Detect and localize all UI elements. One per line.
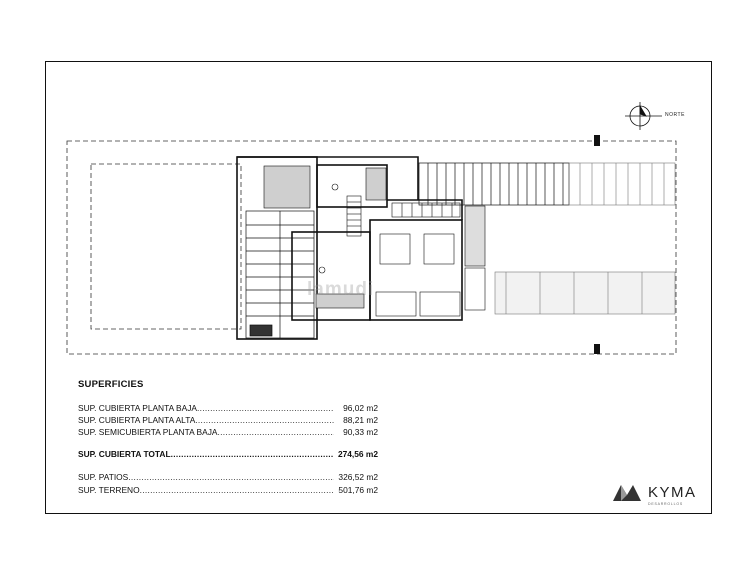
north-arrow-icon — [625, 102, 662, 130]
left-deck-stairs — [246, 211, 314, 338]
interior-stairs — [347, 196, 460, 236]
garden-deck — [569, 163, 675, 205]
area-row — [78, 485, 378, 495]
area-label: SUP. SEMICUBIERTA PLANTA BAJA — [78, 427, 218, 437]
stone-patch-small — [366, 168, 386, 200]
plant-bed — [465, 206, 485, 266]
leader-dots — [171, 449, 334, 459]
leader-dots — [197, 403, 334, 413]
stone-patch — [264, 166, 310, 208]
lot-marker-bottom — [594, 344, 600, 354]
area-row — [78, 427, 378, 437]
brand-tagline: DESARROLLOS — [648, 502, 684, 506]
lot-marker-top — [594, 135, 600, 146]
area-value: 326,52 m2 — [338, 472, 378, 482]
area-value: 96,02 m2 — [343, 403, 378, 413]
plant-bed-lower — [465, 268, 485, 310]
pergola-stripes — [419, 163, 569, 205]
area-row — [78, 472, 378, 482]
area-row — [78, 415, 378, 425]
area-label: SUP. CUBIERTA PLANTA BAJA — [78, 403, 197, 413]
leader-dots — [128, 472, 334, 482]
superficies-title: SUPERFICIES — [78, 379, 144, 390]
leader-dots — [217, 427, 334, 437]
area-value: 88,21 m2 — [343, 415, 378, 425]
leader-dots — [140, 485, 334, 495]
total-row — [78, 449, 378, 459]
area-label: SUP. CUBIERTA PLANTA ALTA — [78, 415, 196, 425]
area-label: SUP. TERRENO — [78, 485, 140, 495]
brand-name: KYMA — [648, 484, 697, 501]
north-label: NORTE — [665, 112, 685, 118]
leader-dots — [195, 415, 334, 425]
area-label: SUP. PATIOS — [78, 472, 129, 482]
pool-area — [495, 272, 675, 314]
area-row — [78, 403, 378, 413]
watermark-text: lamudi — [307, 279, 375, 300]
area-value: 90,33 m2 — [343, 427, 378, 437]
total-value: 274,56 m2 — [337, 449, 378, 459]
total-label: SUP. CUBIERTA TOTAL — [78, 449, 171, 459]
area-value: 501,76 m2 — [338, 485, 378, 495]
